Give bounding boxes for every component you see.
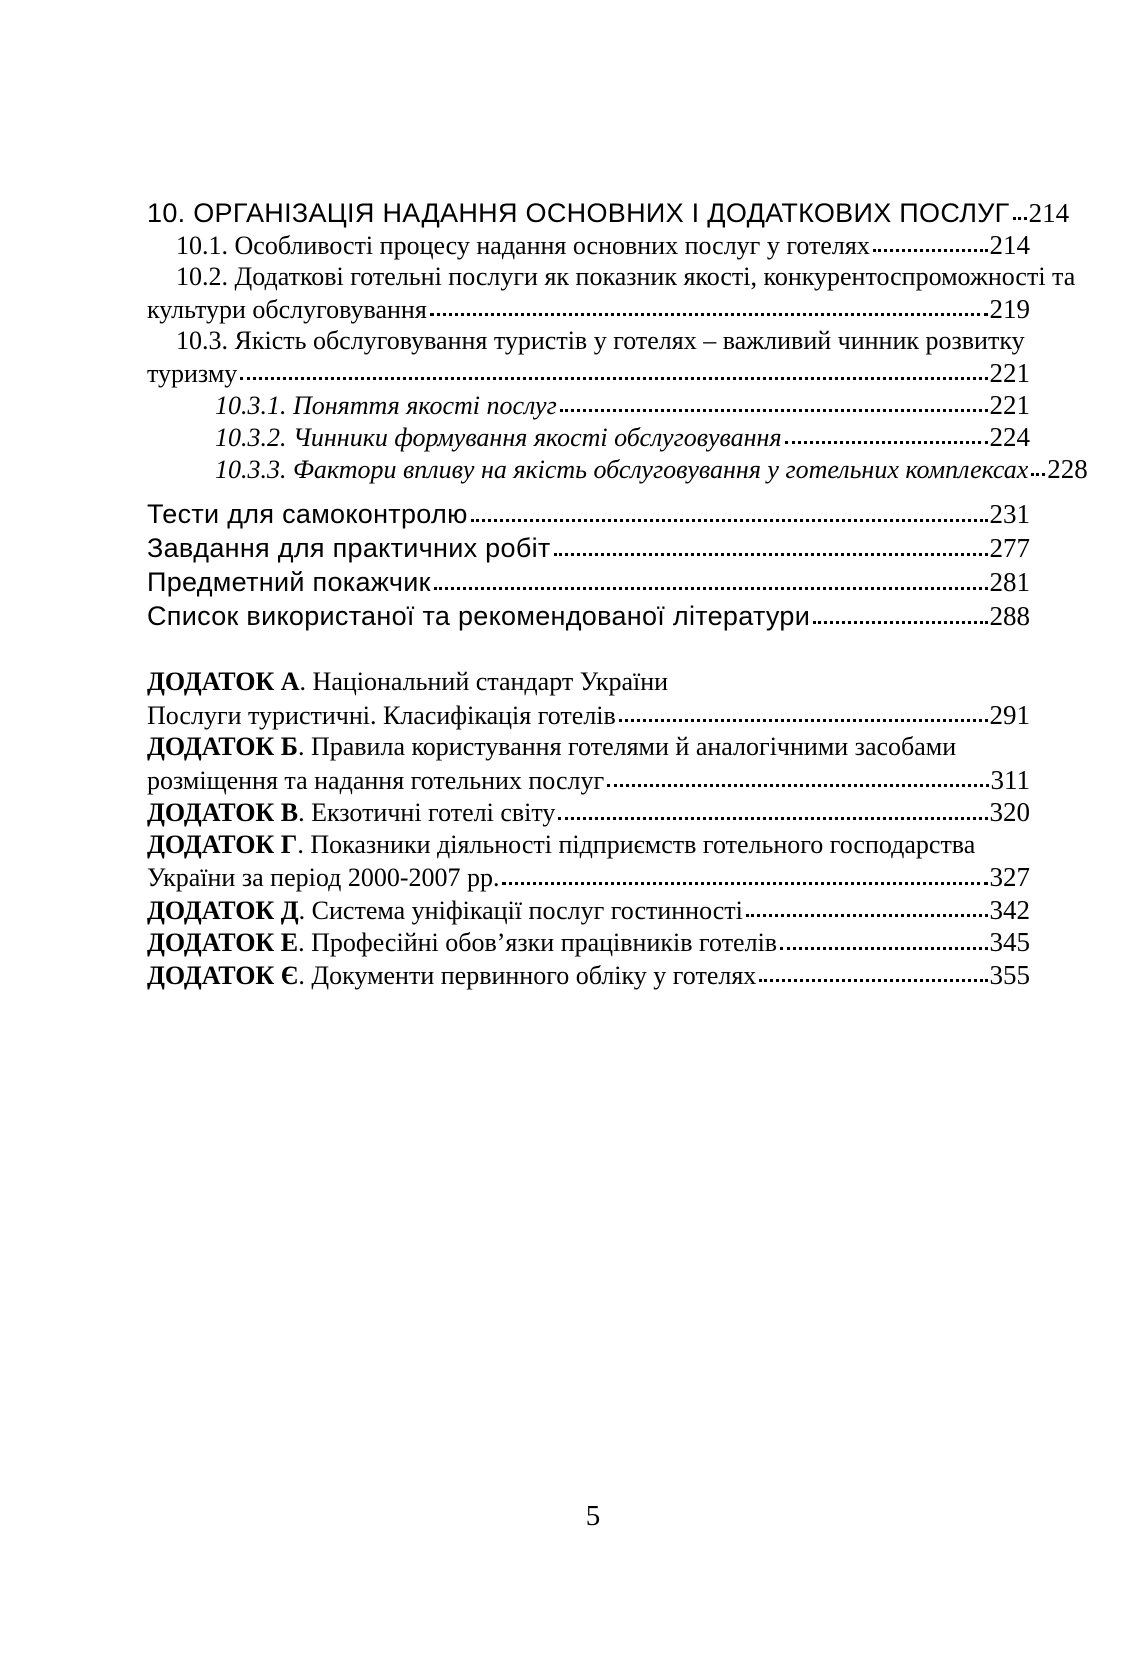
- toc-entry: [147, 894, 1030, 927]
- toc-entry: [147, 357, 1030, 389]
- toc-page-number: 214: [1028, 198, 1070, 228]
- dot-leader: [434, 587, 988, 590]
- dot-leader: [240, 377, 987, 380]
- toc-entry: [147, 926, 1030, 959]
- toc-entry: [147, 531, 1030, 565]
- toc-entry: [147, 565, 1030, 599]
- dot-leader: [813, 621, 987, 624]
- toc-entry-title: Предметний покажчик: [147, 567, 431, 597]
- toc-page-number: 291: [989, 699, 1030, 730]
- dot-leader: [780, 947, 987, 950]
- dot-leader: [430, 313, 988, 316]
- toc-entry: [147, 197, 1070, 229]
- toc-entry-title: туризму: [147, 359, 238, 388]
- toc-entry-title: 10.1. Особливості процесу надання основних послуг у готелях: [176, 231, 870, 260]
- toc-page-number: 355: [989, 959, 1030, 990]
- toc-entry-title: 10. ОРГАНІЗАЦІЯ НАДАННЯ ОСНОВНИХ І ДОДАТКОВИХ ПОСЛУГ: [147, 198, 1010, 228]
- toc-entry-title: 10.3.2. Чинники формування якості обслуговування: [215, 423, 782, 452]
- toc-entry-title: розміщення та надання готельних послуг: [147, 765, 605, 795]
- toc-section-appendices: [147, 666, 1030, 991]
- dot-leader: [560, 409, 988, 412]
- toc-page-number: 345: [989, 927, 1030, 957]
- toc-page-number: 320: [989, 797, 1030, 827]
- appendix-label: ДОДАТОК Д: [147, 895, 299, 925]
- dot-leader: [471, 519, 988, 522]
- toc-page-number: 214: [989, 230, 1030, 260]
- appendix-label: ДОДАТОК Є: [147, 960, 299, 990]
- toc-entry: [147, 453, 1088, 485]
- toc-entry: [147, 229, 1030, 261]
- toc-entry: [147, 389, 1030, 421]
- toc-entry: [147, 261, 1076, 293]
- toc-entry-title: України за період 2000-2007 рр.: [147, 863, 500, 892]
- toc-entry-title: ДОДАТОК А. Національний стандарт України: [147, 667, 669, 696]
- toc-entry-title: 10.3.3. Фактори впливу на якість обслуговування у готельних комплексах: [215, 455, 1029, 484]
- page-number: 5: [585, 1500, 601, 1532]
- dot-leader: [607, 784, 988, 787]
- toc-entry: [147, 731, 1030, 764]
- toc-entry-title: ДОДАТОК Г. Показники діяльності підприємств готельного господарства: [147, 829, 976, 859]
- toc-entry-title: ДОДАТОК Б. Правила користування готелями й аналогічними засобами: [147, 732, 957, 761]
- toc-section-chapter-10: [147, 197, 1088, 485]
- dot-leader: [554, 553, 988, 556]
- toc-entry-title: 10.2. Додаткові готельні послуги як показник якості, конкурентоспроможності та: [176, 262, 1076, 291]
- toc-page-number: 221: [989, 390, 1030, 420]
- toc-entry: [147, 666, 1030, 699]
- toc-page-number: 228: [1047, 454, 1088, 484]
- toc-entry: [147, 861, 1030, 894]
- appendix-label: ДОДАТОК А: [147, 667, 300, 696]
- toc-entry-title: ДОДАТОК Є. Документи первинного обліку у готелях: [147, 960, 757, 990]
- toc-page-number: 277: [989, 533, 1030, 563]
- toc-page-number: 221: [989, 358, 1030, 388]
- dot-leader: [619, 719, 988, 722]
- toc-entry: [147, 599, 1030, 633]
- toc-entry: [147, 959, 1030, 992]
- toc-entry-title: Список використаної та рекомендованої літератури: [147, 601, 811, 631]
- toc-section-back-matter: [147, 497, 1030, 633]
- toc-entry-title: Завдання для практичних робіт: [147, 533, 551, 563]
- dot-leader: [502, 882, 987, 885]
- toc-entry-title: Послуги туристичні. Класифікація готелів: [147, 700, 616, 730]
- toc-entry-title: ДОДАТОК В. Екзотичні готелі світу: [147, 798, 556, 827]
- appendix-label: ДОДАТОК В: [147, 798, 299, 827]
- dot-leader: [1013, 217, 1027, 220]
- toc-entry: [147, 325, 1030, 357]
- toc-page-number: 219: [989, 294, 1030, 324]
- toc-entry: [147, 497, 1030, 531]
- appendix-label: ДОДАТОК Е: [147, 928, 299, 957]
- dot-leader: [746, 914, 988, 917]
- appendix-label: ДОДАТОК Г: [147, 829, 298, 859]
- dot-leader: [785, 441, 988, 444]
- appendix-label: ДОДАТОК Б: [147, 732, 298, 761]
- toc-entry-title: Тести для самоконтролю: [147, 499, 468, 529]
- toc-entry: [147, 796, 1030, 829]
- toc-entry: [147, 764, 1030, 797]
- toc-entry-title: 10.3. Якість обслуговування туристів у готелях – важливий чинник розвитку: [176, 326, 1025, 355]
- toc-entry-title: культури обслуговування: [147, 295, 427, 324]
- toc-entry-title: 10.3.1. Поняття якості послуг: [215, 391, 557, 420]
- toc-page-number: 224: [989, 422, 1030, 452]
- toc-page-number: 281: [989, 567, 1030, 597]
- toc-page-number: 342: [989, 894, 1030, 925]
- toc-entry: [147, 421, 1030, 453]
- toc: [147, 197, 1088, 991]
- toc-page-number: 311: [990, 764, 1030, 795]
- toc-entry: [147, 829, 1030, 862]
- dot-leader: [1031, 473, 1045, 476]
- toc-entry-title: ДОДАТОК Д. Система уніфікації послуг гостинності: [147, 895, 743, 925]
- toc-entry: [147, 293, 1030, 325]
- toc-page-number: 327: [989, 862, 1030, 892]
- dot-leader: [873, 249, 988, 252]
- toc-entry: [147, 699, 1030, 732]
- dot-leader: [759, 979, 987, 982]
- toc-entry-title: ДОДАТОК Е. Професійні обов’язки працівників готелів: [147, 928, 778, 957]
- toc-page-number: 231: [989, 499, 1030, 529]
- toc-page-number: 288: [989, 601, 1030, 631]
- dot-leader: [558, 817, 987, 820]
